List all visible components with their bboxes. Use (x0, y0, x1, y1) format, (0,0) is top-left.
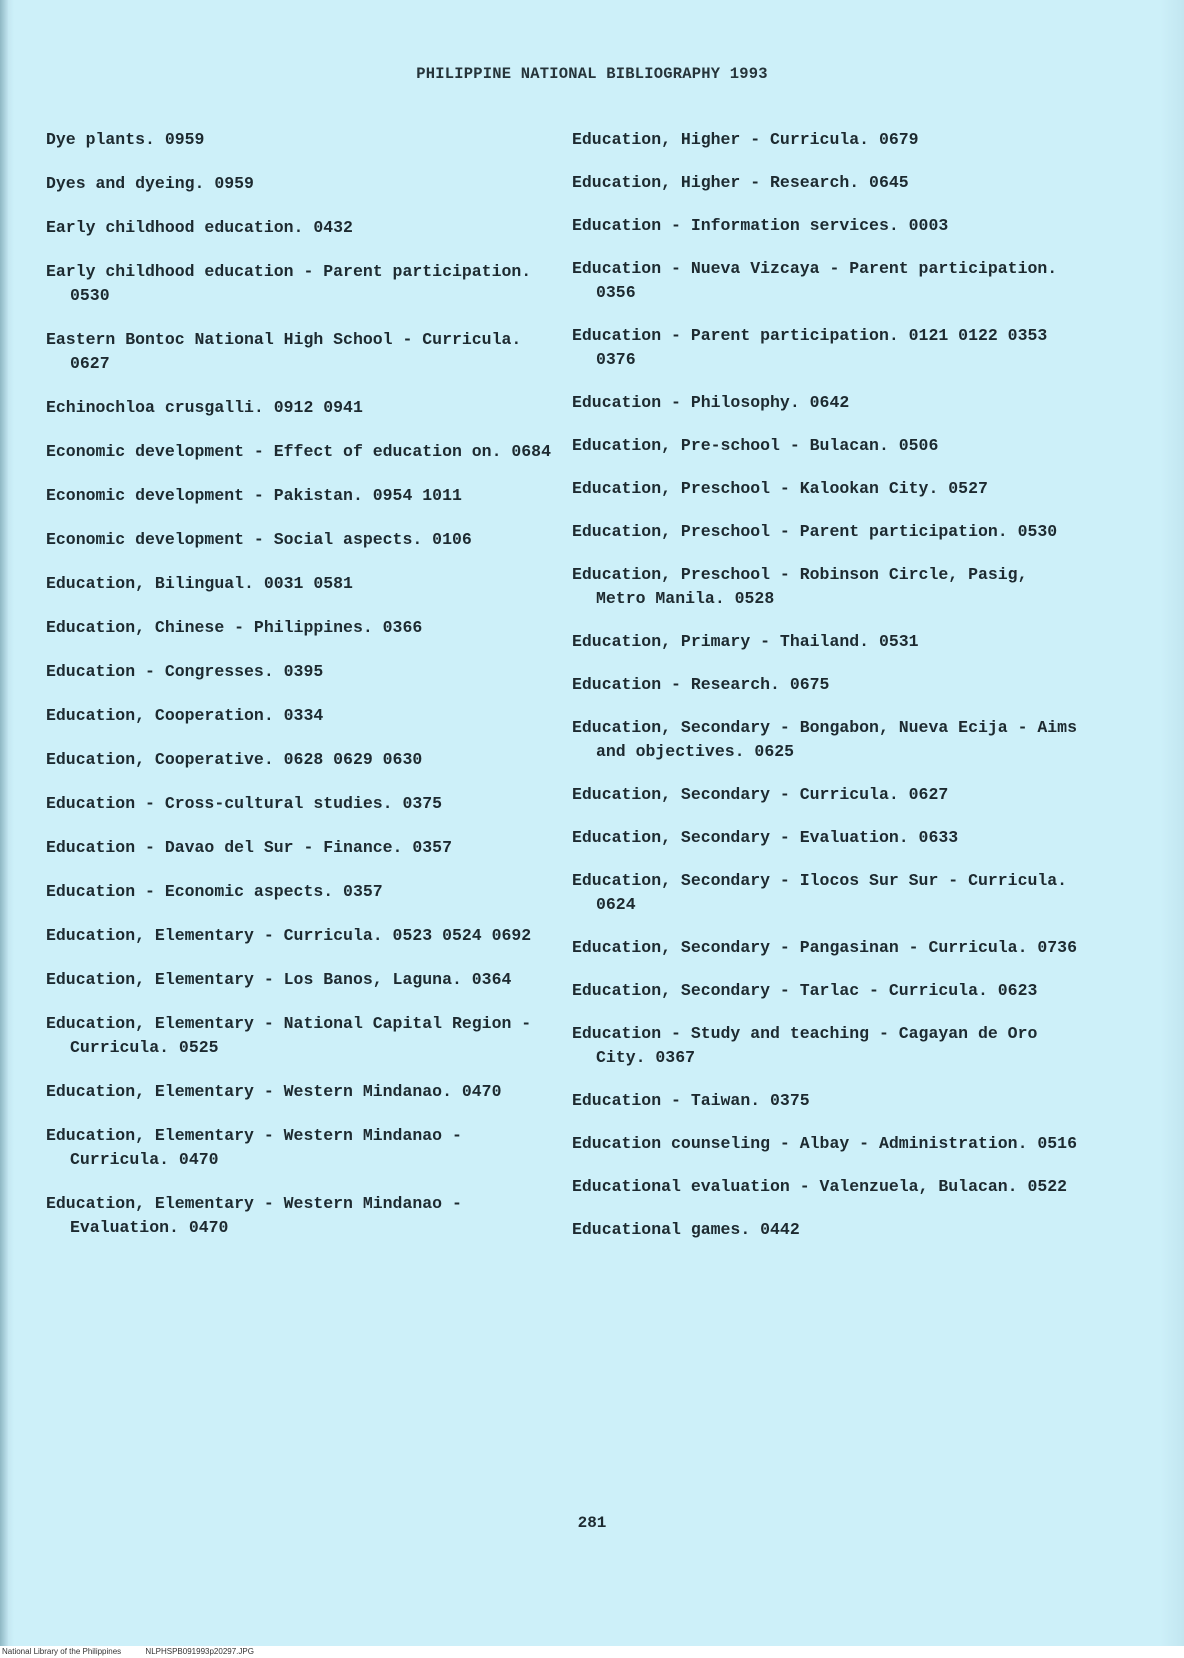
index-entry: Education - Parent participation. 0121 0122 0353 0376 (572, 326, 1058, 369)
index-entry: Education, Preschool - Kalookan City. 0527 (572, 479, 988, 498)
index-entry: Education - Philosophy. 0642 (572, 393, 850, 412)
index-entry: Education, Elementary - Los Banos, Laguna. 0364 (46, 970, 512, 989)
index-entry: Education, Elementary - Western Mindanao - Evaluation. 0470 (46, 1194, 472, 1237)
scan-footer (0, 1646, 1184, 1658)
index-entry: Education, Elementary - National Capital Region - Curricula. 0525 (46, 1014, 542, 1057)
index-entry: Education, Secondary - Bongabon, Nueva Ecija - Aims and objectives. 0625 (572, 718, 1087, 761)
index-entry: Education, Secondary - Tarlac - Curricula. 0623 (572, 981, 1038, 1000)
index-entry: Early childhood education. 0432 (46, 218, 353, 237)
footer-institution: National Library of the Philippines (2, 1647, 122, 1656)
index-entry: Education, Preschool - Robinson Circle, Pasig, Metro Manila. 0528 (572, 565, 1038, 608)
index-entry: Economic development - Social aspects. 0106 (46, 530, 472, 549)
page-number: 281 (577, 1514, 607, 1532)
index-entry: Economic development - Effect of education on. 0684 (46, 442, 551, 461)
right-column (572, 128, 1087, 1261)
index-entry: Education, Higher - Research. 0645 (572, 173, 909, 192)
index-entry: Eastern Bontoc National High School - Curricula. 0627 (46, 330, 532, 373)
footer-file: NLPHSPB091993p20297.JPG (145, 1647, 254, 1656)
index-entry: Economic development - Pakistan. 0954 1011 (46, 486, 462, 505)
index-entry: Echinochloa crusgalli. 0912 0941 (46, 398, 363, 417)
index-entry: Education, Preschool - Parent participation. 0530 (572, 522, 1058, 541)
index-entry: Education, Cooperative. 0628 0629 0630 (46, 750, 423, 769)
index-entry: Education - Cross-cultural studies. 0375 (46, 794, 443, 813)
index-entry: Education, Bilingual. 0031 0581 (46, 574, 353, 593)
index-entry: Dyes and dyeing. 0959 (46, 174, 254, 193)
index-entry: Education, Secondary - Curricula. 0627 (572, 785, 949, 804)
page-spine-shadow (0, 0, 8, 1658)
left-column (46, 128, 556, 1260)
index-entry: Education - Davao del Sur - Finance. 0357 (46, 838, 452, 857)
page-header: PHILIPPINE NATIONAL BIBLIOGRAPHY 1993 (416, 65, 768, 83)
index-entry: Education, Secondary - Evaluation. 0633 (572, 828, 959, 847)
index-entry: Education, Secondary - Pangasinan - Curricula. 0736 (572, 938, 1077, 957)
index-entry: Education, Chinese - Philippines. 0366 (46, 618, 423, 637)
index-entry: Educational evaluation - Valenzuela, Bulacan. 0522 (572, 1177, 1068, 1196)
index-entry: Education - Economic aspects. 0357 (46, 882, 383, 901)
index-entry: Education - Study and teaching - Cagayan de Oro City. 0367 (572, 1024, 1048, 1067)
index-entry: Education, Secondary - Ilocos Sur Sur - Curricula. 0624 (572, 871, 1077, 914)
index-entry: Education, Primary - Thailand. 0531 (572, 632, 919, 651)
index-entry: Educational games. 0442 (572, 1220, 800, 1239)
index-entry: Education counseling - Albay - Administration. 0516 (572, 1134, 1077, 1153)
index-entry: Education, Elementary - Western Mindanao - Curricula. 0470 (46, 1126, 472, 1169)
index-entry: Education - Nueva Vizcaya - Parent participation. 0356 (572, 259, 1068, 302)
index-entry: Education, Higher - Curricula. 0679 (572, 130, 919, 149)
index-entry: Education - Congresses. 0395 (46, 662, 324, 681)
index-entry: Education - Taiwan. 0375 (572, 1091, 810, 1110)
index-entry: Education, Elementary - Curricula. 0523 0524 0692 (46, 926, 532, 945)
index-entry: Education, Cooperation. 0334 (46, 706, 324, 725)
index-entry: Dye plants. 0959 (46, 130, 205, 149)
index-entry: Education, Pre-school - Bulacan. 0506 (572, 436, 939, 455)
index-entry: Education - Research. 0675 (572, 675, 830, 694)
index-entry: Education - Information services. 0003 (572, 216, 949, 235)
index-entry: Early childhood education - Parent participation. 0530 (46, 262, 542, 305)
index-entry: Education, Elementary - Western Mindanao. 0470 (46, 1082, 502, 1101)
